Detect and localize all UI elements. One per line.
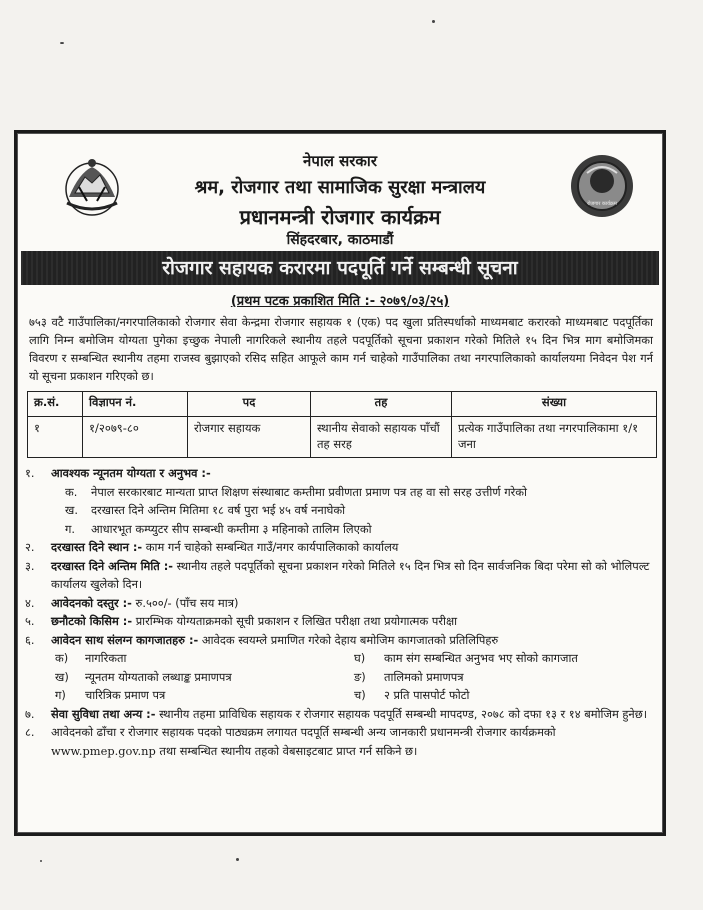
publication-date: (प्रथम पटक प्रकाशित मिति :- २०७९/०३/२५): [230, 294, 450, 309]
cell-count: प्रत्येक गाउँपालिका तथा नगरपालिकामा १/१ जना: [452, 417, 657, 458]
list-item: १. आवश्यक न्यूनतम योग्यता र अनुभव :-: [25, 464, 653, 483]
list-item: २. दरखास्त दिने स्थान :- काम गर्न चाहेको सम्बन्धित गाउँ/नगर कार्यपालिकाको कार्यालय: [25, 540, 399, 554]
col-advert-no: विज्ञापन नं.: [83, 392, 188, 417]
list-item: ङ) तालिमको प्रमाणपत्र: [354, 669, 464, 684]
office-location: सिंहदरबार, काठमाडौं: [286, 232, 394, 248]
sub-item: क. नेपाल सरकारबाट मान्यता प्राप्त शिक्षण संस्थाबाट कम्तीमा प्रवीणता प्रमाण पत्र तह वा सो सरह उत्तीर्ण गरेको: [65, 484, 528, 499]
list-item: ८. आवेदनको ढाँचा र रोजगार सहायक पदको पाठ्यक्रम लगायत पदपूर्ति सम्बन्धी अन्य जानकारी प्रधानमन्त्री रोजगार कार्यक्रमको www.pmep.gov.np तथा सम्बन्धित स्थानीय तहको वेबसाइटबाट प्राप्त गर्न सकिने छ।: [25, 725, 556, 758]
sub-item: ग. आधारभूत कम्प्युटर सीप सम्बन्धी कम्तीमा ३ महिनाको तालिम लिएको: [65, 521, 372, 536]
vacancy-table: [27, 391, 657, 458]
government-name: नेपाल सरकार: [303, 152, 377, 170]
col-count: संख्या: [452, 392, 657, 417]
cell-level: स्थानीय सेवाको सहायक पाँचौं तह सरह: [311, 417, 452, 458]
list-item: क) नागरिकता: [55, 651, 127, 665]
list-item: ख) न्यूनतम योग्यताको लब्धाङ्क प्रमाणपत्र: [55, 669, 232, 684]
notice-header: [17, 133, 663, 251]
document-list: [25, 649, 653, 705]
list-item: ६. आवेदन साथ संलग्न कागजातहरु :- आवेदक स्वयम्ले प्रमाणित गरेको देहाय बमोजिम कागजातको प्रतिलिपिहरु: [25, 632, 499, 647]
cell-post: रोजगार सहायक: [188, 417, 311, 458]
cell-advert-no: १/२०७९-८०: [83, 417, 188, 458]
list-item: ३. दरखास्त दिने अन्तिम मिति :- स्थानीय तहले पदपूर्तिको सूचना प्रकाशन गरेको मितिले १५ दिन भित्र सो दिन सार्वजनिक बिदा परेमा सो को भोलिपल्ट कार्यालय खुलेको दिन।: [25, 558, 650, 591]
list-item: ग) चारित्रिक प्रमाण पत्र: [55, 688, 166, 702]
cell-serial: १: [28, 417, 83, 458]
notice-title-banner: रोजगार सहायक करारमा पदपूर्ति गर्ने सम्बन्धी सूचना: [21, 251, 659, 285]
employment-program-logo: [569, 153, 635, 219]
list-item: ४. आवेदनको दस्तुर :- रु.५००/- (पाँच सय मात्र): [25, 595, 239, 610]
table-row: [28, 417, 657, 458]
requirement-title: आवश्यक न्यूनतम योग्यता र अनुभव :-: [51, 466, 211, 480]
col-post: पद: [188, 392, 311, 417]
program-name: प्रधानमन्त्री रोजगार कार्यक्रम: [239, 205, 441, 229]
col-level: तह: [311, 392, 452, 417]
sub-item: ख. दरखास्त दिने अन्तिम मितिमा १८ वर्ष पुरा भई ४५ वर्ष ननाघेको: [65, 503, 346, 517]
list-item: च) २ प्रति पासपोर्ट फोटो: [354, 688, 470, 702]
col-serial: क्र.सं.: [28, 392, 83, 417]
employment-notice: [14, 130, 666, 836]
requirements-list: [25, 464, 653, 760]
logo-text: रोजगार कार्यक्रम: [587, 201, 617, 207]
list-item: ७. सेवा सुविधा तथा अन्य :- स्थानीय तहमा प्राविधिक सहायक र रोजगार सहायक पदपूर्ति सम्बन्धी मापदण्ड, २०७८ को दफा १३ र १४ बमोजिम हुनेछ।: [25, 706, 648, 721]
ministry-name: श्रम, रोजगार तथा सामाजिक सुरक्षा मन्त्रालय: [194, 177, 486, 198]
table-header-row: [28, 392, 657, 417]
website-link[interactable]: www.pmep.gov.np: [51, 743, 156, 758]
intro-paragraph: ७५३ वटै गाउँपालिका/नगरपालिकाको रोजगार सेवा केन्द्रमा रोजगार सहायक १ (एक) पद खुला प्रतिस्पर्धाको माध्यमबाट करारको माध्यमबाट पदपूर्तिका लागि निम्न बमोजिम योग्यता पुगेका इच्छुक नेपाली नागरिकले स्थानीय तहले पदपूर्तिको सूचना प्रकाशन गरेको मितिले १५ दिन भित्र माग बमोजिमका विवरण र सम्बन्धित स्थानीय तहमा राजस्व बुझाएको रसिद सहित आफूले काम गर्न चाहेको गाउँपालिका तथा नगरपालिकाको कार्यालयमा निवेदन पेश गर्न यो सूचना प्रकाशन गरिएको छ।: [29, 315, 653, 383]
list-item: घ) काम संग सम्बन्धित अनुभव भए सोको कागजात: [354, 651, 578, 665]
list-item: ५. छनौटको किसिम :- प्रारम्भिक योग्यताक्रमको सूची प्रकाशन र लिखित परीक्षा तथा प्रयोगात्मक परीक्षा: [25, 614, 458, 628]
